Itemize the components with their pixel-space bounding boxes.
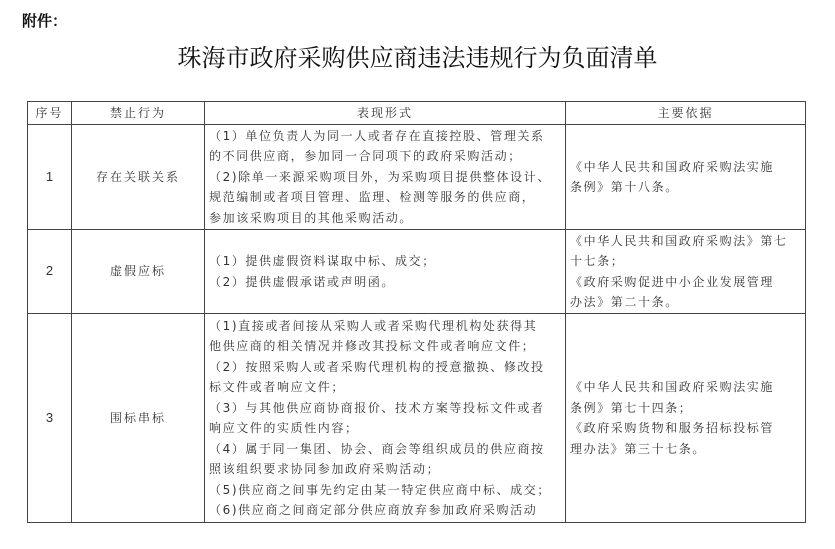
document-title: 珠海市政府采购供应商违法违规行为负面清单	[177, 44, 658, 72]
row-basis	[566, 125, 806, 230]
form-line: 他供应商的相关情况并修改其投标文件或者响应文件；	[209, 339, 536, 353]
negative-list-table	[27, 101, 806, 523]
basis-line: 《中华人民共和国政府采购法实施	[570, 159, 775, 174]
table-row	[28, 314, 806, 523]
form-line: 参加该采购项目的其他采购活动。	[209, 210, 414, 225]
basis-line: 《中华人民共和国政府采购法》第七	[570, 233, 788, 248]
form-line: （3）与其他供应商协商报价、技术方案等投标文件或者	[209, 400, 545, 415]
header-forms: 表现形式	[205, 102, 566, 125]
basis-line: 《政府采购货物和服务招标投标管	[570, 421, 775, 435]
form-line: 的不同供应商，参加同一合同项下的政府采购活动；	[209, 149, 522, 164]
basis-line: 办法》第二十条。	[570, 295, 679, 309]
form-line: （5)供应商之间事先约定由某一特定供应商中标、成交；	[209, 482, 551, 497]
header-basis: 主要依据	[566, 102, 806, 125]
table-header-row	[28, 102, 806, 125]
row-basis	[566, 230, 806, 314]
table-row	[28, 230, 806, 314]
header-behavior: 禁止行为	[72, 102, 205, 125]
form-line: 照该组织要求协同参加政府采购活动；	[209, 462, 441, 476]
form-line: （1）单位负责人为同一人或者存在直接控股、管理关系	[209, 128, 545, 143]
row-behavior: 存在关联关系	[72, 125, 205, 230]
table-row	[28, 125, 806, 230]
row-no: 2	[28, 230, 72, 314]
row-forms	[205, 314, 566, 523]
basis-line: 条例》第十八条。	[570, 180, 679, 194]
form-line: （2)除单一来源采购项目外，为采购项目提供整体设计、	[209, 169, 551, 184]
form-line: 标文件或者响应文件；	[209, 380, 346, 394]
form-line: （6)供应商之间商定部分供应商放弃参加政府采购活动	[209, 503, 538, 517]
form-line: （4）属于同一集团、协会、商会等组织成员的供应商按	[209, 441, 545, 456]
form-line: （2）按照采购人或者采购代理机构的授意撤换、修改投	[209, 359, 545, 374]
form-line: 响应文件的实质性内容；	[209, 421, 359, 435]
header-no: 序号	[28, 102, 72, 125]
row-behavior: 虚假应标	[72, 230, 205, 314]
row-forms	[205, 125, 566, 230]
row-forms	[205, 230, 566, 314]
basis-line: 十七条；	[570, 254, 625, 268]
row-no: 1	[28, 125, 72, 230]
attachment-label: 附件：	[22, 12, 68, 30]
basis-line: 理办法》第三十七条。	[570, 441, 707, 456]
form-line: 规范编制或者项目管理、监理、检测等服务的供应商，	[209, 190, 536, 205]
form-line: （1）提供虚假资料谋取中标、成交；	[209, 254, 436, 268]
row-no: 3	[28, 314, 72, 523]
basis-line: 条例》第七十四条；	[570, 400, 693, 415]
basis-line: 《中华人民共和国政府采购法实施	[570, 380, 775, 394]
basis-line: 《政府采购促进中小企业发展管理	[570, 274, 775, 289]
row-behavior: 围标串标	[72, 314, 205, 523]
form-line: （1)直接或者间接从采购人或者采购代理机构处获得其	[209, 318, 538, 333]
row-basis	[566, 314, 806, 523]
form-line: （2）提供虚假承诺或声明函。	[209, 274, 396, 289]
